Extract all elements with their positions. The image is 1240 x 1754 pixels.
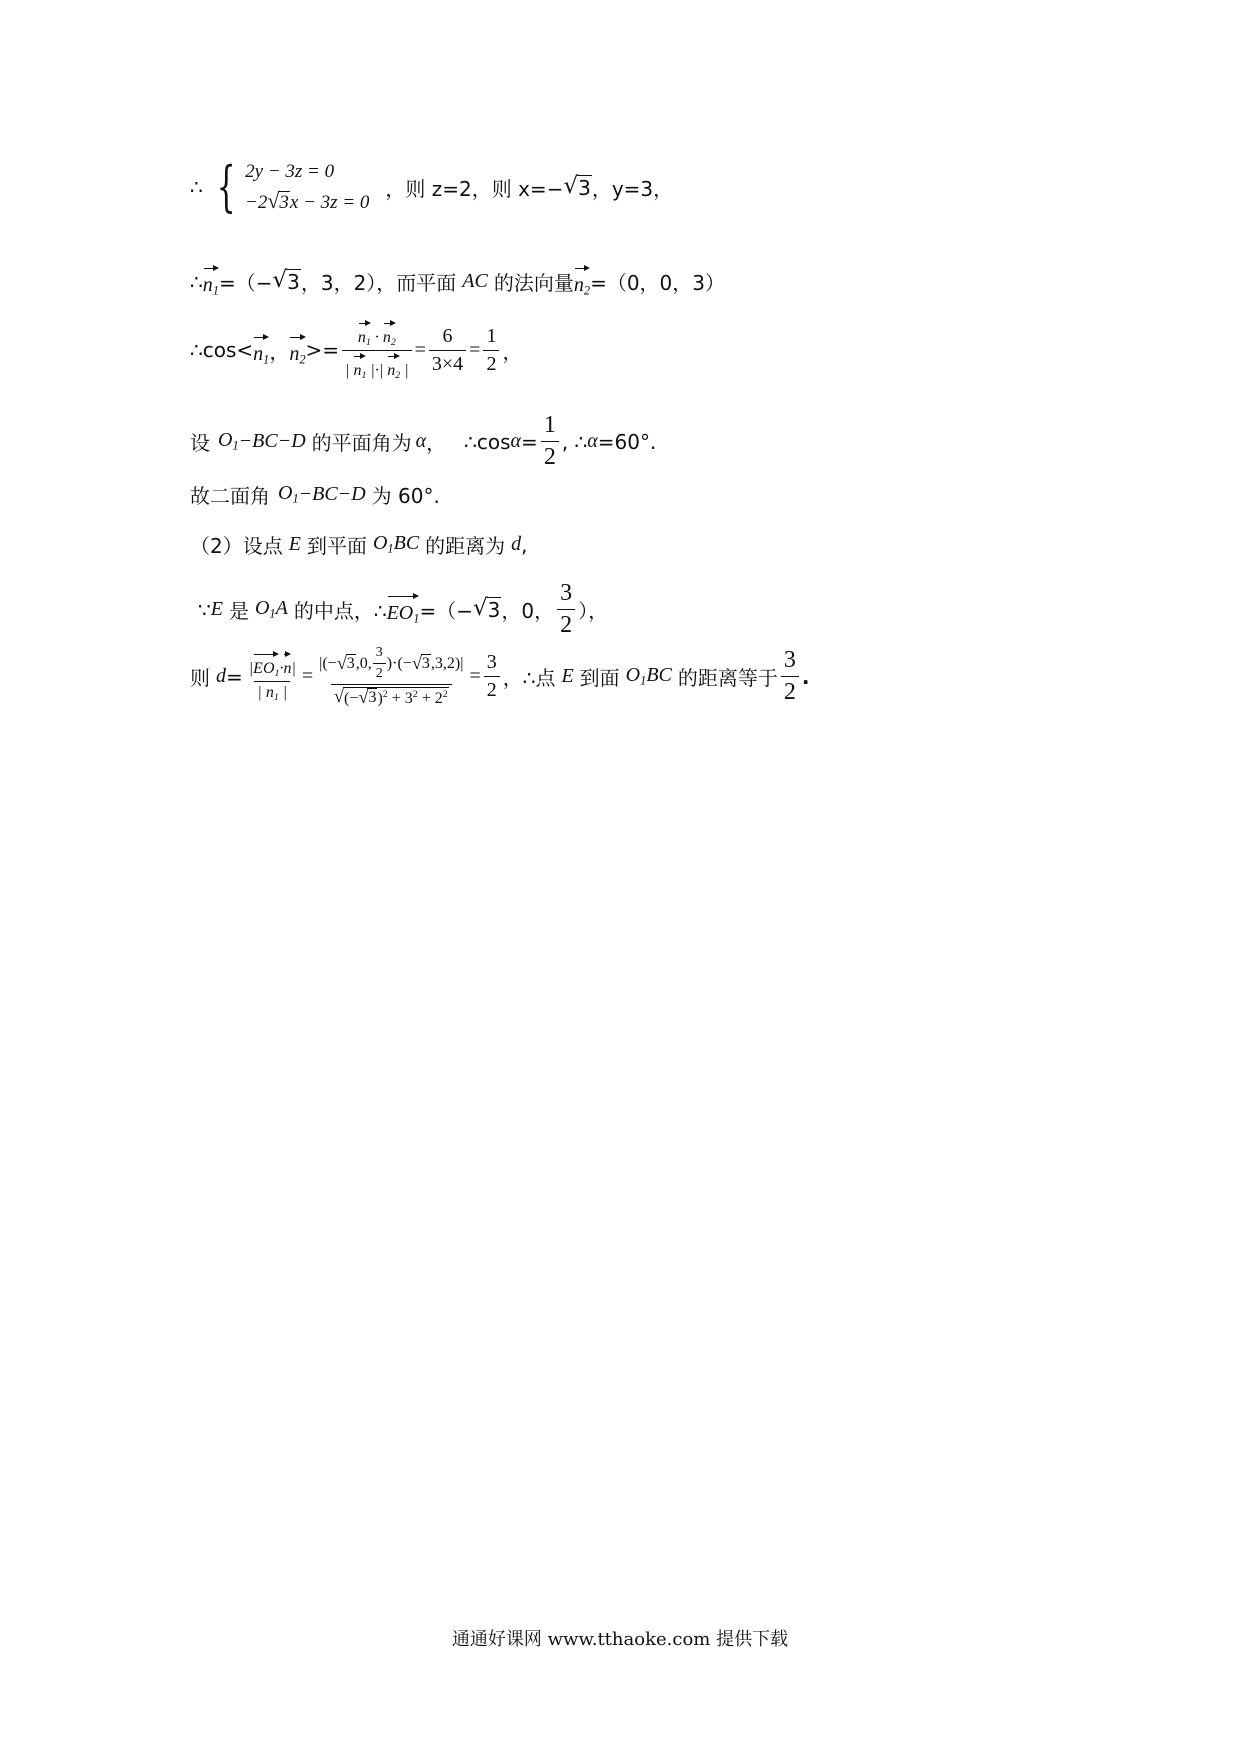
line-text: ，y=3， <box>591 176 674 201</box>
fraction-one-half: $\frac{1}{2}$ <box>483 325 499 376</box>
distance-fraction: $\frac{|EO_1\cdot n|}{| n_1 |}$ <box>246 651 299 703</box>
vector-eo1: $EO_1$ <box>387 593 420 627</box>
line-angle-alpha: 设 $O_1$ −BC−D 的平面角为 α ， ∴cos α = $\frac{1}{2}$ , ∴ α =60°. <box>190 412 657 470</box>
footer-credit: 通通好课网 www.tthaoke.com 提供下载 <box>451 1629 789 1650</box>
therefore-symbol: ∴ <box>190 269 203 294</box>
vector-n1: $n_1$ <box>253 334 269 368</box>
vector-n2: $n_2$ <box>574 265 590 299</box>
line-midpoint: ∵ E 是 $O_1A$ 的中点，∴ $EO_1$ =（− √ 3 ，0， $\frac{3}{2}$ ）， <box>198 580 609 638</box>
fraction-three-halves: $\frac{3}{2}$ <box>484 651 500 702</box>
cosine-fraction: $\frac{n_1 \cdot n_2}{| n_1 |\cdot| n_2 |}$ <box>342 320 412 381</box>
fraction-three-halves: $\frac{3}{2}$ <box>781 647 799 706</box>
line-text: ，则 z=2，则 x=− <box>385 176 564 201</box>
fraction-6-12: $\frac{6}{3\times 4}$ <box>429 325 466 376</box>
equation-system: { 2y − 3z = 0 −2 √ 3 x − 3z = 0 <box>216 155 370 218</box>
equation-2: −2 √ 3 x − 3z = 0 <box>245 188 370 213</box>
sqrt-3: √ 3 <box>272 267 300 295</box>
vector-n1: $n_1$ <box>203 265 219 299</box>
sqrt-3: √ 3 <box>563 172 591 200</box>
distance-computation: |(− √ 3 ,0, $\frac{3}{2}$ )·(− √ 3 ,3,2)| √ (− √ 3 )$^2 + 3^2 + 2^2$ <box>319 645 464 707</box>
line-conclusion-1: 故二面角 $O_1$ −BC−D 为 60°. <box>190 482 440 508</box>
fraction-three-halves: $\frac{3}{2}$ <box>557 580 575 639</box>
line-cosine: ∴cos< $n_1$ ， $n_2$ >= $\frac{n_1 \cdot n_2}{| n_1 |\cdot| n_2 |}$ = $\frac{6}{3\times 4}$ = $\frac{1}{2}$ ， <box>190 320 522 381</box>
line-distance: 则 d = $\frac{|EO_1\cdot n|}{| n_1 |}$ = |(− √ 3 ,0, $\frac{3}{2}$ )·(− √ 3 ,3,2)| √ (− √ 3 )$^2 + 3^2 + 2^2$ = $\frac{3}{2}$ ，∴点 E 到面 $O_1BC$ 的距离等于 $\frac{3}{2}$ . <box>190 645 810 707</box>
therefore-symbol: ∴ <box>190 175 203 199</box>
line-system <box>190 155 674 218</box>
fraction-one-half: $\frac{1}{2}$ <box>541 412 559 471</box>
line-normal-vectors: ∴ $n_1$ =（− √ 3 ，3，2），而平面 AC 的法向量 $n_2$ =（0，0，3） <box>190 265 725 299</box>
equation-1: 2y − 3z = 0 <box>245 160 335 182</box>
line-part-2: （2）设点 E 到平面 $O_1BC$ 的距离为 d , <box>190 532 528 558</box>
sqrt-3: √ 3 <box>472 595 501 622</box>
vector-n2: $n_2$ <box>289 334 305 368</box>
